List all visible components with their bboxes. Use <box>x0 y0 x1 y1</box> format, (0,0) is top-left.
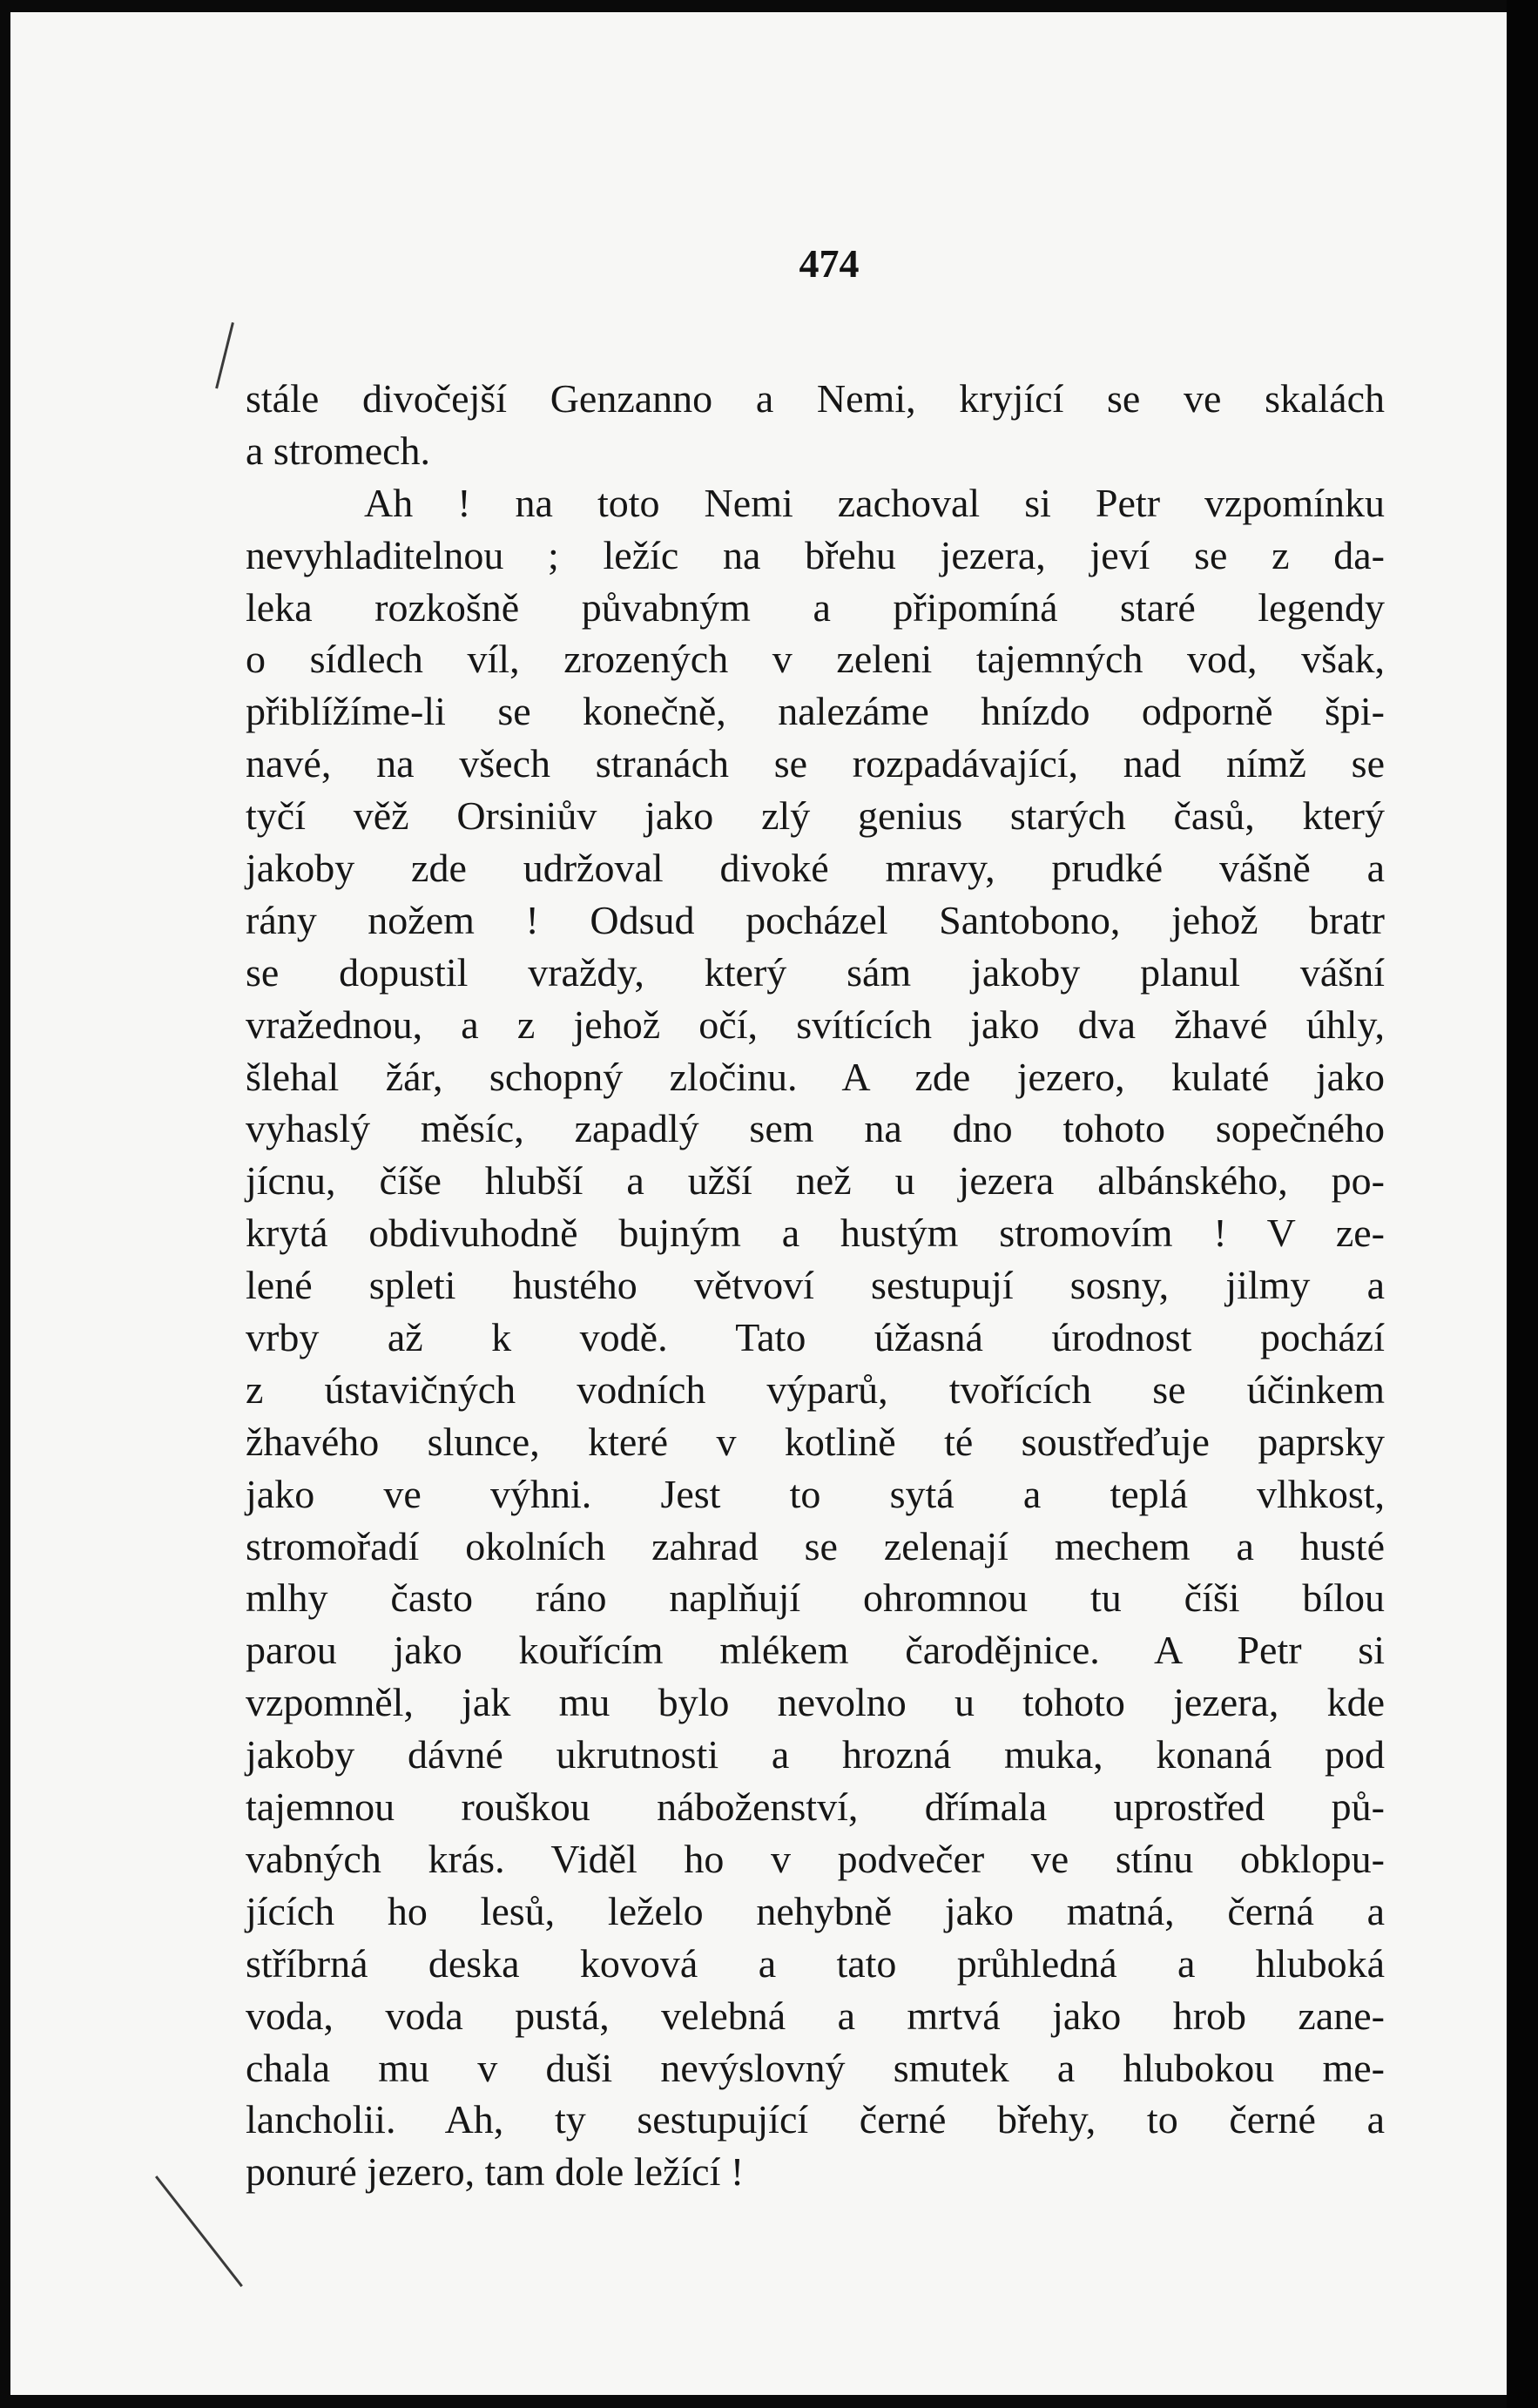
text-line: mlhy často ráno naplňují ohromnou tu číši bílou <box>246 1575 1385 1621</box>
text-line: jako ve výhni. Jest to sytá a teplá vlhkost, <box>246 1471 1385 1516</box>
text-line: vyhaslý měsíc, zapadlý sem na dno tohoto sopečného <box>246 1106 1385 1151</box>
text-line: stříbrná deska kovová a tato průhledná a hluboká <box>246 1940 1385 1986</box>
text-line: voda, voda pustá, velebná a mrtvá jako hrob zane- <box>246 1993 1385 2038</box>
text-line: žhavého slunce, které v kotlině té soustřeďuje paprsky <box>246 1419 1385 1464</box>
text-line: jakoby zde udržoval divoké mravy, prudké vášně a <box>246 846 1385 891</box>
text-line: navé, na všech stranách se rozpadávající, nad nímž se <box>246 741 1385 786</box>
text-line: nevyhladitelnou ; ležíc na břehu jezera, jeví se z da- <box>246 532 1385 577</box>
book-page <box>10 12 1507 2395</box>
pencil-mark <box>155 2175 243 2287</box>
text-line: vrby až k vodě. Tato úžasná úrodnost pochází <box>246 1315 1385 1360</box>
text-line: a stromech. <box>246 428 431 473</box>
body-text <box>246 373 1385 2198</box>
text-line: krytá obdivuhodně bujným a hustým stromovím ! V ze- <box>246 1211 1385 1256</box>
text-line: o sídlech víl, zrozených v zeleni tajemných vod, však, <box>246 637 1385 682</box>
text-line: jícnu, číše hlubší a užší než u jezera albánského, po- <box>246 1158 1385 1204</box>
text-line: chala mu v duši nevýslovný smutek a hlubokou me- <box>246 2045 1385 2090</box>
text-line: jakoby dávné ukrutnosti a hrozná muka, konaná pod <box>246 1732 1385 1777</box>
text-line: vzpomněl, jak mu bylo nevolno u tohoto jezera, kde <box>246 1680 1385 1725</box>
text-line: přiblížíme-li se konečně, nalezáme hnízdo odporně špi- <box>246 689 1385 734</box>
text-line: stále divočejší Genzanno a Nemi, kryjící se ve skalách <box>246 376 1385 421</box>
text-line: lancholii. Ah, ty sestupující černé břehy, to černé a <box>246 2097 1385 2142</box>
text-line: tyčí věž Orsiniův jako zlý genius starých časů, který <box>246 793 1385 839</box>
scan-edge <box>1507 0 1538 2408</box>
text-line: jících ho lesů, leželo nehybně jako matná, černá a <box>246 1888 1385 1933</box>
page-number: 474 <box>799 241 860 286</box>
text-line: rány nožem ! Odsud pocházel Santobono, jehož bratr <box>246 897 1385 942</box>
text-line: šlehal žár, schopný zločinu. A zde jezero, kulaté jako <box>246 1054 1385 1099</box>
text-line: vražednou, a z jehož očí, svítících jako dva žhavé úhly, <box>246 1002 1385 1047</box>
text-line: leka rozkošně půvabným a připomíná staré legendy <box>246 584 1385 630</box>
text-line: lené spleti hustého větvoví sestupují sosny, jilmy a <box>246 1263 1385 1308</box>
text-line: z ústavičných vodních výparů, tvořících se účinkem <box>246 1366 1385 1412</box>
text-line: parou jako kouřícím mlékem čarodějnice. A Petr si <box>246 1628 1385 1673</box>
text-line: tajemnou rouškou náboženství, dřímala uprostřed pů- <box>246 1784 1385 1830</box>
text-line: se dopustil vraždy, který sám jakoby planul vášní <box>246 949 1385 995</box>
text-line: ponuré jezero, tam dole ležící ! <box>246 2149 745 2195</box>
text-line: vabných krás. Viděl ho v podvečer ve stínu obklopu- <box>246 1836 1385 1881</box>
text-line: Ah ! na toto Nemi zachoval si Petr vzpomínku <box>364 480 1385 525</box>
text-line: stromořadí okolních zahrad se zelenají mechem a husté <box>246 1523 1385 1568</box>
pencil-mark <box>215 322 234 388</box>
